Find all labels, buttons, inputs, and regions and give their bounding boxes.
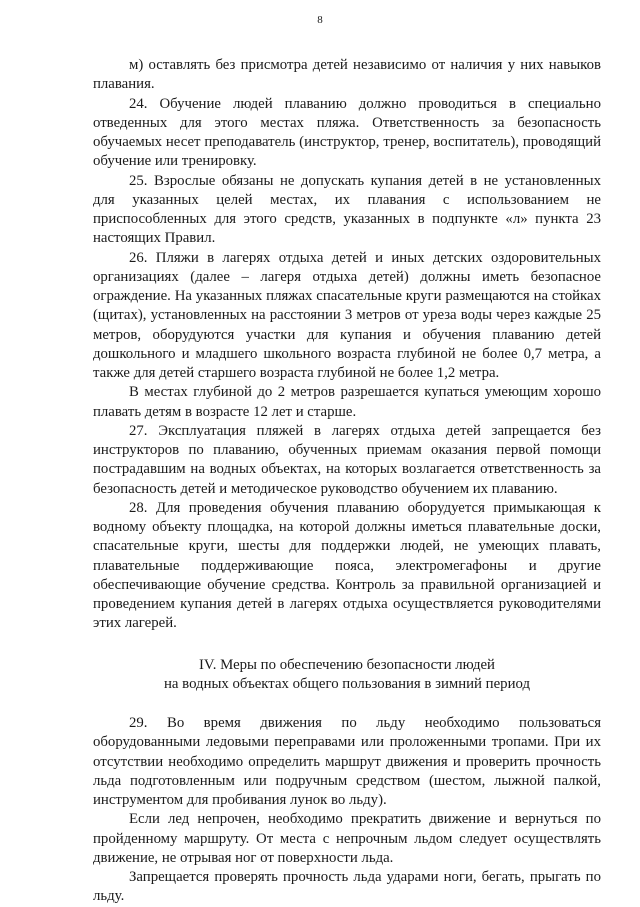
paragraph-28: 28. Для проведения обучения плаванию оборудуется примыкающая к водному объекту площадка, на которой должны иметься плавательные доски, спасательные круги, шесты для поддержки людей, не умеющих плавать, плавательные поддерживающие пояса, электромегафоны и другие обеспечивающие обучение средства. Контроль за правильной организацией и проведением купания детей в лагерях отдыха осуществляется руководителями этих лагерей. <box>93 499 601 632</box>
paragraph-26: 26. Пляжи в лагерях отдыха детей и иных детских оздоровительных организациях (далее – лагеря отдыха детей) должны иметь безопасное ограждение. На указанных пляжах спасательные круги размещаются на стойках (щитах), установленных на расстоянии 3 метров от уреза воды через каждые 25 метров, оборудуются участки для купания и обучения плаванию детей дошкольного и младшего школьного возраста глубиной не более 0,7 метра, а также для детей старшего возраста глубиной не более 1,2 метра. <box>93 249 601 381</box>
paragraph-27: 27. Эксплуатация пляжей в лагерях отдыха детей запрещается без инструкторов по плаванию, обученных приемам оказания первой помощи пострадавшим на водных объектах, на которых возлагается ответственность за безопасность детей и методическое руководство обучением их плаванию. <box>93 422 601 497</box>
paragraph-m: м) оставлять без присмотра детей независимо от наличия у них навыков плавания. <box>93 57 601 93</box>
document-body <box>93 56 601 907</box>
paragraph-26-continuation: В местах глубиной до 2 метров разрешается купаться умеющим хорошо плавать детям в возрасте 12 лет и старше. <box>93 384 601 420</box>
section-iv-heading-line1: IV. Меры по обеспечению безопасности людей <box>199 656 495 673</box>
paragraph-29-continuation-2: Запрещается проверять прочность льда ударами ноги, бегать, прыгать по льду. <box>93 869 601 905</box>
paragraph-25: 25. Взрослые обязаны не допускать купания детей в не установленных для указанных целей местах, их плавания с использованием не приспособленных для этого средств, указанных в подпункте «л» пункта 23 настоящих Правил. <box>93 172 601 247</box>
section-iv-heading-line2: на водных объектах общего пользования в зимний период <box>164 675 530 692</box>
paragraph-24: 24. Обучение людей плаванию должно проводиться в специально отведенных для этого местах пляжа. Ответственность за безопасность обучаемых несет преподаватель (инструктор, тренер, воспитатель), проводящий обучение или тренировку. <box>93 95 601 170</box>
page-number: 8 <box>317 14 323 26</box>
section-iv-heading <box>93 656 601 695</box>
paragraph-29-continuation-1: Если лед непрочен, необходимо прекратить движение и вернуться по пройденному маршруту. От места с непрочным льдом следует осуществлять движение, не отрывая ног от поверхности льда. <box>93 811 601 866</box>
paragraph-29: 29. Во время движения по льду необходимо пользоваться оборудованными ледовыми переправами или проложенными тропами. При их отсутствии необходимо определить маршрут движения и проверить прочность льда подготовленным или подручным средством (шестом, лыжной палкой, инструментом для пробивания лунок во льду). <box>93 715 601 808</box>
